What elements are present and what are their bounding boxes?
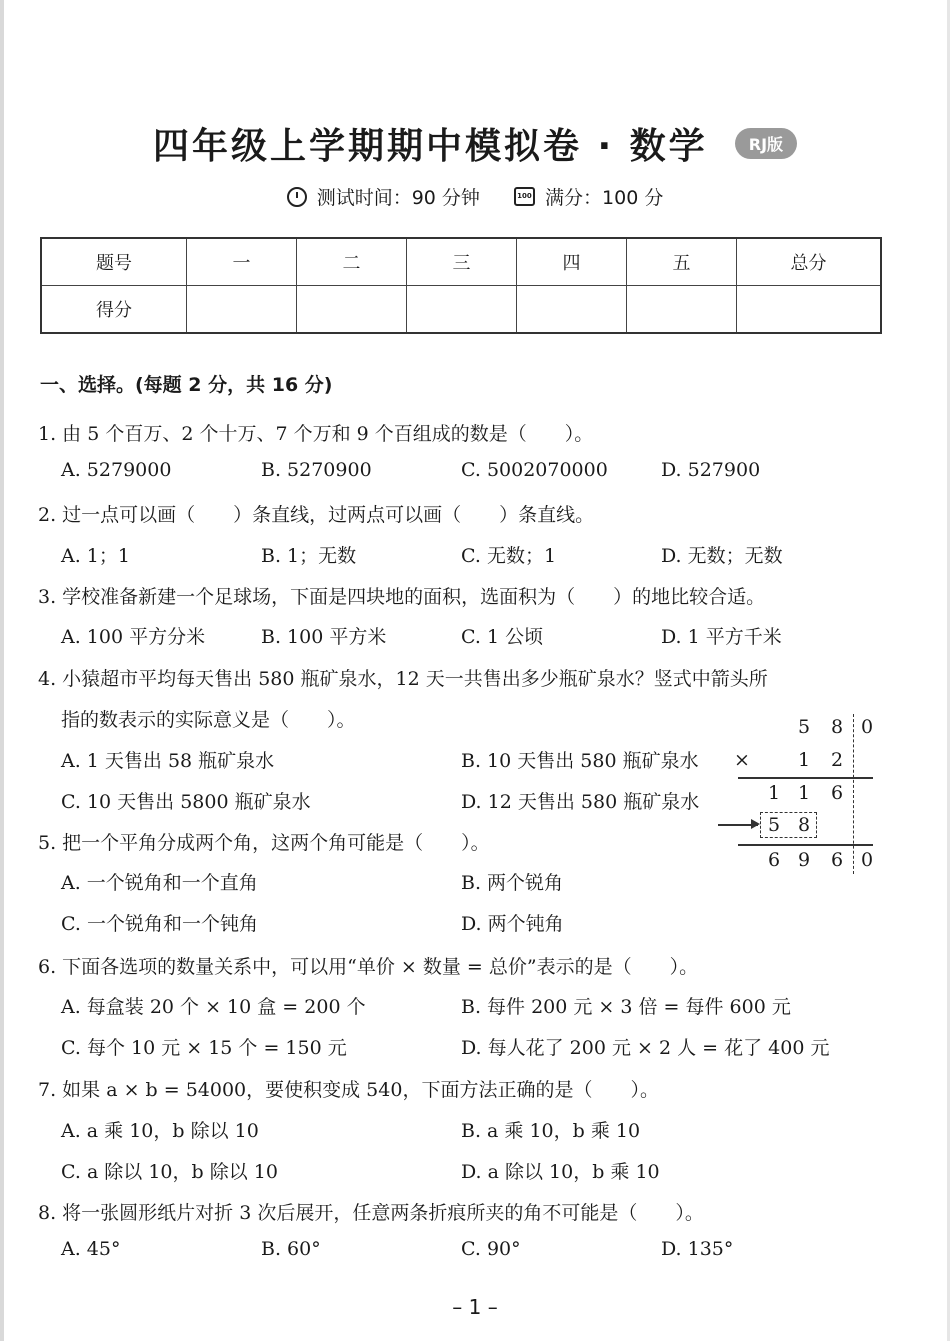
clock-icon bbox=[287, 187, 307, 207]
digit: 1 bbox=[798, 782, 811, 804]
question-7: 7. 如果 a × b = 54000，要使积变成 540，下面方法正确的是（ ）。 bbox=[38, 1079, 659, 1101]
section-title: 一、选择。(每题 2 分，共 16 分) bbox=[40, 374, 333, 396]
digit: 1 bbox=[768, 782, 781, 804]
digit: 6 bbox=[831, 849, 844, 871]
option-text: A. 每盒装 20 个 × 10 盒 = 200 个 bbox=[61, 996, 366, 1018]
score-table-cell: 二 bbox=[297, 238, 407, 286]
digit: 0 bbox=[861, 716, 874, 738]
question-4-continued: 指的数表示的实际意义是（ ）。 bbox=[61, 709, 356, 731]
page-title bbox=[0, 118, 950, 169]
digit: 1 bbox=[798, 749, 811, 771]
score-icon: 100 bbox=[514, 187, 535, 206]
digit: 0 bbox=[861, 849, 874, 871]
option-text: C. 每个 10 元 × 15 个 = 150 元 bbox=[61, 1037, 347, 1059]
option-text: B. 60° bbox=[261, 1238, 321, 1260]
calc-dashed-divider bbox=[853, 714, 854, 874]
option-text: C. 一个锐角和一个钝角 bbox=[61, 913, 258, 935]
option-text: B. 1；无数 bbox=[261, 545, 357, 567]
option-text: B. a 乘 10，b 乘 10 bbox=[461, 1120, 641, 1142]
score-table-cell: 五 bbox=[627, 238, 737, 286]
score-input-cell[interactable] bbox=[187, 286, 297, 334]
option-text: D. a 除以 10，b 乘 10 bbox=[461, 1161, 660, 1183]
option-text: B. 每件 200 元 × 3 倍 = 每件 600 元 bbox=[461, 996, 791, 1018]
option-text: D. 135° bbox=[661, 1238, 734, 1260]
exam-meta bbox=[0, 183, 950, 210]
option-text: B. 10 天售出 580 瓶矿泉水 bbox=[461, 750, 699, 772]
digit: 6 bbox=[768, 849, 781, 871]
score-input-cell[interactable] bbox=[517, 286, 627, 334]
option-text: C. 90° bbox=[461, 1238, 521, 1260]
option-text: A. 1；1 bbox=[61, 545, 130, 567]
option-text: A. 5279000 bbox=[61, 459, 172, 481]
question-8: 8. 将一张圆形纸片对折 3 次后展开，任意两条折痕所夹的角不可能是（ ）。 bbox=[38, 1202, 704, 1224]
option-text: D. 12 天售出 580 瓶矿泉水 bbox=[461, 791, 700, 813]
multiply-sign: × bbox=[734, 749, 750, 771]
question-6: 6. 下面各选项的数量关系中，可以用“单价 × 数量 = 总价”表示的是（ ）。 bbox=[38, 956, 699, 978]
option-text: D. 每人花了 200 元 × 2 人 = 花了 400 元 bbox=[461, 1037, 830, 1059]
title-text: 四年级上学期期中模拟卷 · 数学 bbox=[152, 126, 708, 167]
arrow-icon bbox=[718, 824, 758, 826]
option-text: A. 45° bbox=[61, 1238, 121, 1260]
digit: 8 bbox=[831, 716, 844, 738]
page-number: – 1 – bbox=[452, 1295, 498, 1319]
digit: 5 bbox=[768, 814, 781, 836]
digit: 5 bbox=[798, 716, 811, 738]
score-table-header-row bbox=[41, 238, 881, 286]
question-4: 4. 小猿超市平均每天售出 580 瓶矿泉水，12 天一共售出多少瓶矿泉水？竖式中箭头所 bbox=[38, 668, 768, 690]
digit: 8 bbox=[798, 814, 811, 836]
option-text: A. 一个锐角和一个直角 bbox=[61, 872, 258, 894]
option-text: C. a 除以 10，b 除以 10 bbox=[61, 1161, 278, 1183]
option-text: D. 527900 bbox=[661, 459, 761, 481]
score-input-cell[interactable] bbox=[737, 286, 882, 334]
option-text: C. 5002070000 bbox=[461, 459, 608, 481]
option-text: D. 无数；无数 bbox=[661, 545, 783, 567]
score-table-cell: 一 bbox=[187, 238, 297, 286]
question-3: 3. 学校准备新建一个足球场，下面是四块地的面积，选面积为（ ）的地比较合适。 bbox=[38, 586, 766, 608]
option-text: A. a 乘 10，b 除以 10 bbox=[61, 1120, 259, 1142]
option-text: C. 1 公顷 bbox=[461, 626, 544, 648]
score-table-score-row bbox=[41, 286, 881, 334]
question-1: 1. 由 5 个百万、2 个十万、7 个万和 9 个百组成的数是（ ）。 bbox=[38, 423, 594, 445]
question-5: 5. 把一个平角分成两个角，这两个角可能是（ ）。 bbox=[38, 832, 490, 854]
score-input-cell[interactable] bbox=[297, 286, 407, 334]
option-text: D. 1 平方千米 bbox=[661, 626, 782, 648]
option-text: C. 10 天售出 5800 瓶矿泉水 bbox=[61, 791, 311, 813]
score-label: 满分：100 分 bbox=[545, 187, 664, 209]
score-table-cell: 总分 bbox=[737, 238, 882, 286]
time-label: 测试时间：90 分钟 bbox=[316, 187, 480, 209]
option-text: A. 1 天售出 58 瓶矿泉水 bbox=[61, 750, 275, 772]
score-table-cell: 得分 bbox=[41, 286, 187, 334]
score-table-cell: 四 bbox=[517, 238, 627, 286]
digit: 6 bbox=[831, 782, 844, 804]
digit: 2 bbox=[831, 749, 844, 771]
edition-badge: RJ版 bbox=[735, 128, 797, 159]
option-text: B. 两个锐角 bbox=[461, 872, 564, 894]
vertical-multiplication bbox=[716, 712, 881, 882]
option-text: B. 5270900 bbox=[261, 459, 372, 481]
score-table-cell: 题号 bbox=[41, 238, 187, 286]
question-2: 2. 过一点可以画（ ）条直线，过两点可以画（ ）条直线。 bbox=[38, 504, 595, 526]
score-table bbox=[40, 237, 882, 334]
option-text: A. 100 平方分米 bbox=[61, 626, 206, 648]
digit: 9 bbox=[798, 849, 811, 871]
score-table-cell: 三 bbox=[407, 238, 517, 286]
option-text: C. 无数；1 bbox=[461, 545, 557, 567]
score-input-cell[interactable] bbox=[407, 286, 517, 334]
option-text: D. 两个钝角 bbox=[461, 913, 564, 935]
option-text: B. 100 平方米 bbox=[261, 626, 387, 648]
score-input-cell[interactable] bbox=[627, 286, 737, 334]
